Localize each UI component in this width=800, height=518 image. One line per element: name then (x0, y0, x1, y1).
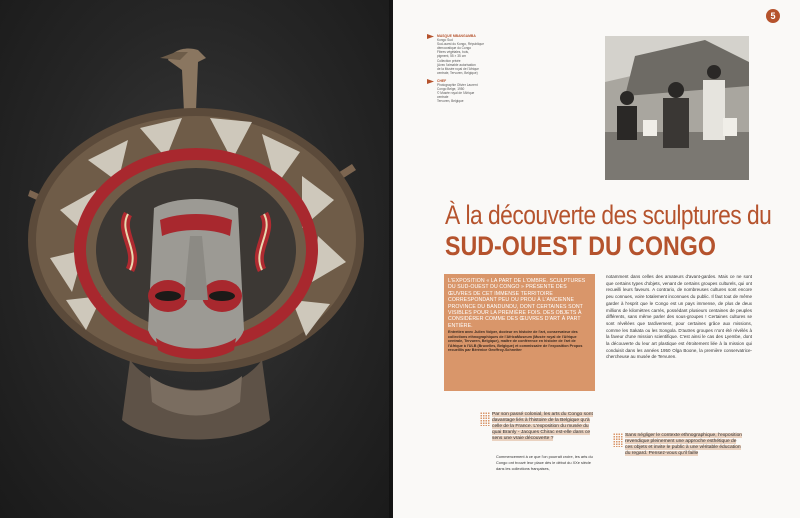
caption-line: © Musée royal de l'Afrique (437, 91, 475, 96)
caption-line: centrale, Tervuren, Belgique) (437, 70, 478, 75)
caption-block-mask (437, 34, 503, 75)
caption-line: (Avec l'aimable autorisation (437, 62, 476, 67)
caption-title: CHEF (437, 78, 447, 83)
question-text: Sans négliger le contexte ethnographique, l'exposition revendique pleinement une approche esthétique de ces objets et invite le public à une véritable éducation du regard. Pensez-vous qu'il faille (625, 433, 743, 456)
caption-line: démocratique du Congo (437, 46, 472, 51)
caption-line: Photographie Olivier Laurent (437, 83, 478, 88)
dot-pattern-icon (613, 433, 623, 447)
caption-line: de la Musée royal de l'Afrique (437, 66, 479, 71)
article-title-line2: SUD-OUEST DU CONGO (445, 231, 716, 261)
interview-answer-1: Commencement à ce que l'on pourrait croire, les arts du Congo ont trouvé leur place dès le début du XXe siècle dans les collections françaises, (496, 454, 593, 471)
caption-line: Sud-ouest du Kongo, République (437, 42, 484, 47)
interview-question-2 (625, 433, 745, 457)
caption-title: MASQUE MBANGAMBA (437, 34, 476, 38)
caption-block-chief (437, 79, 503, 104)
historic-photo-image (605, 36, 749, 180)
caption-line: Collection privée (437, 58, 461, 63)
mask-photograph (0, 0, 393, 518)
question-text: Par son passé colonial, les arts du Congo sont davantage liés à l'histoire de la Belgique qu'à celle de la France. L'exposition du musée du quai Branly - Jacques Chirac est-elle dans ce sens une vraie découverte ? (492, 412, 593, 441)
caption-line: Fibres végétales, bois, (437, 50, 469, 55)
caption-line: Kongo Sud (437, 38, 453, 43)
dot-pattern-icon (480, 412, 490, 426)
article-title-line1: À la découverte des sculptures du (445, 200, 772, 230)
body-column: notamment dans celles des amateurs d'avant-gardes. Mais ce ne sont que certains types d'objets, venant de certains groupes culturels, qui ont recueilli leurs faveurs. A contrario, de nombreuses cultures sont encore peu connues, voire totalement inconnues du public. Il faut tout de même garder à l'esprit que le Congo est un pays immense, de plus de deux millions de kilomètres carrés, possédant plusieurs centaines de peuples différents, sans même parler des sous-groupes ! Certaines cultures se sont révélées que tardivement, pour certaines grâce aux missions, comme les Sakata ou les Songola. D'autres groupes n'ont été révélés à la faveur d'une mission scientifique. C'est ainsi le cas des Lyembe, dont la découverte du leur art plastique est étroitement liée à la mission qui conduisit dans les années 1950 Olga Boone, la première conservatrice-chercheuse au musée de Tervuren. (606, 274, 752, 360)
article-page (393, 0, 800, 518)
interview-question-1 (492, 412, 598, 442)
intro-box (444, 274, 595, 391)
caption-arrow-icon (427, 79, 434, 84)
historic-photograph (605, 36, 749, 180)
mbangamba-mask-image (0, 0, 393, 518)
caption-line: centrale (437, 95, 449, 100)
caption-arrow-icon (427, 34, 434, 39)
caption-line: Congo Belge, 1950 (437, 87, 465, 92)
intro-text: L'EXPOSITION « LA PART DE L'OMBRE. SCULPTURES DU SUD-OUEST DU CONGO » PRÉSENTE DES ŒUVRES DE CET IMMENSE TERRITOIRE CORRESPONDANT PEU OU PROU À L'ANCIENNE PROVINCE DU BANDUNDU, DONT CERTAINES SONT VISIBLES POUR LA PREMIÈRE FOIS. DES OBJETS À CONSIDÉRER COMME DES ŒUVRES D'ART À PART ENTIÈRE. (448, 278, 586, 329)
intro-credit: Entretien avec Julien Volper, docteur en histoire de l'art, conservateur des collections ethnographiques de l'AfricaMuseum (Musée royal de l'Afrique centrale, Tervuren, Belgique), maître de conférence en histoire de l'art de l'Afrique à l'ULB (Bruxelles, Belgique) et commissaire de l'exposition Propos recueillis par Bérénice Geoffroy-Schneiter (448, 330, 583, 353)
page-number: 5 (766, 9, 780, 23)
caption-line: pigment, 55 × 35 cm (437, 54, 466, 59)
caption-line: Tervuren, Belgique (437, 99, 464, 104)
photo-captions (437, 34, 503, 108)
